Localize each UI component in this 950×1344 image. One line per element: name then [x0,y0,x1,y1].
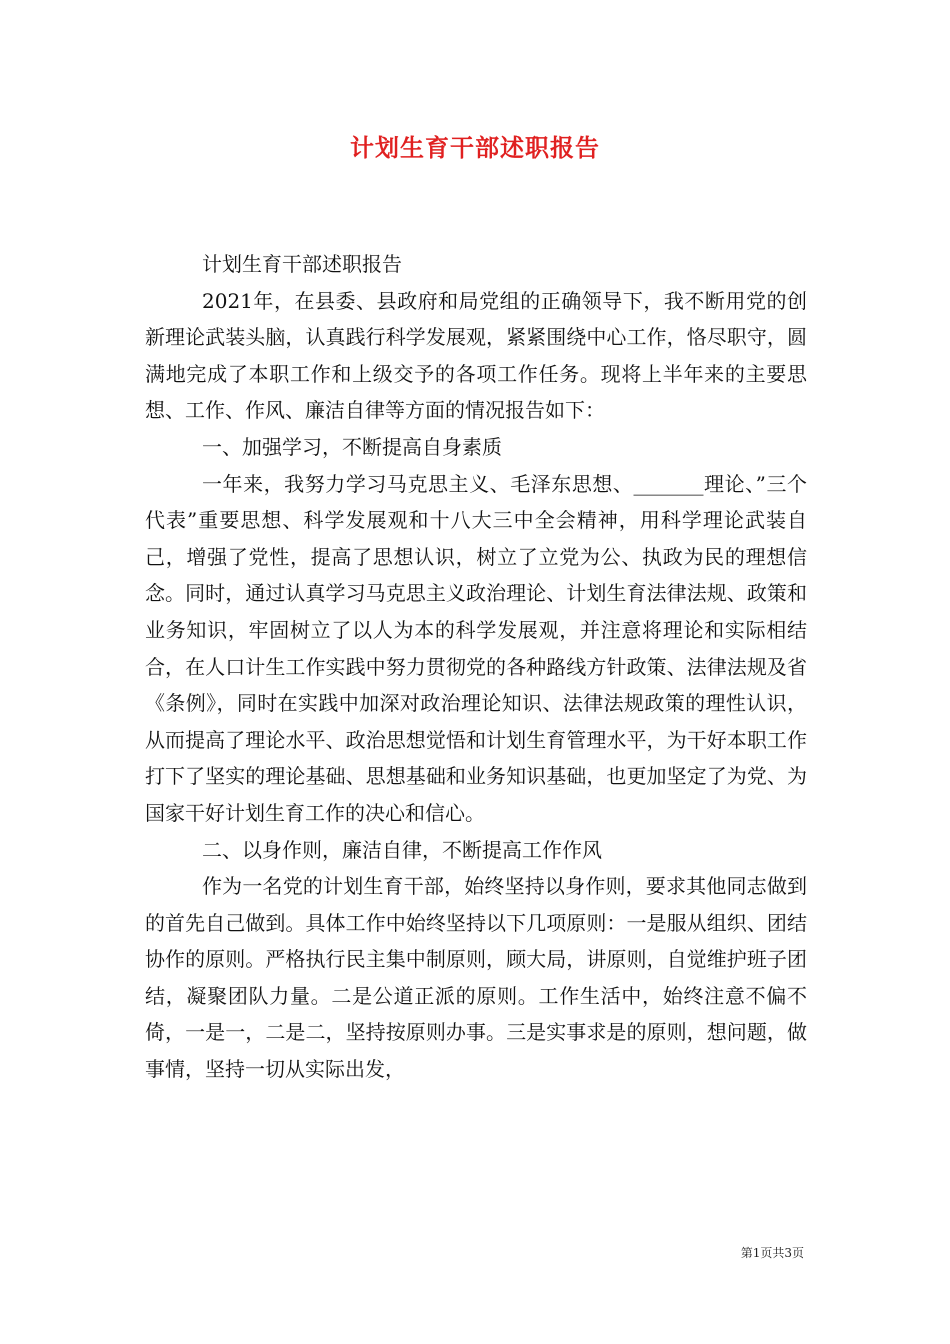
intro-paragraph: 2021年，在县委、县政府和局党组的正确领导下，我不断用党的创新理论武装头脑，认真践行科学发展观，紧紧围绕中心工作，恪尽职守，圆满地完成了本职工作和上级交予的各项工作任务。现将上半年来的主要思想、工作、作风、廉洁自律等方面的情况报告如下： [145,288,807,423]
section-heading-1: 一、加强学习，不断提高自身素质 [202,434,502,459]
section-heading-2: 二、以身作则，廉洁自律，不断提高工作作风 [202,837,602,862]
subtitle-paragraph: 计划生育干部述职报告 [202,252,402,276]
page-title: 计划生育干部述职报告 [350,133,600,162]
section-1-paragraph: 一年来，我努力学习马克思主义、毛泽东思想、_______理论、”三个代表”重要思想、科学发展观和十八大三中全会精神，用科学理论武装自己，增强了党性，提高了思想认识，树立了立党为公、执政为民的理想信念。同时，通过认真学习马克思主义政治理论、计划生育法律法规、政策和业务知识，牢固树立了以人为本的科学发展观，并注意将理论和实际相结合，在人口计生工作实践中努力贯彻党的各种路线方针政策、法律法规及省《条例》，同时在实践中加深对政治理论知识、法律法规政策的理性认识，从而提高了理论水平、政治思想觉悟和计划生育管理水平，为干好本职工作打下了坚实的理论基础、思想基础和业务知识基础，也更加坚定了为党、为国家干好计划生育工作的决心和信心。 [145,471,807,825]
document-body [145,246,807,1088]
section-2-paragraph: 作为一名党的计划生育干部，始终坚持以身作则，要求其他同志做到的首先自己做到。具体工作中始终坚持以下几项原则：一是服从组织、团结协作的原则。严格执行民主集中制原则，顾大局，讲原则，自觉维护班子团结，凝聚团队力量。二是公道正派的原则。工作生活中，始终注意不偏不倚，一是一，二是二，坚持按原则办事。三是实事求是的原则，想问题，做事情，坚持一切从实际出发， [145,874,807,1082]
page-number: 第1页共3页 [740,1246,804,1260]
